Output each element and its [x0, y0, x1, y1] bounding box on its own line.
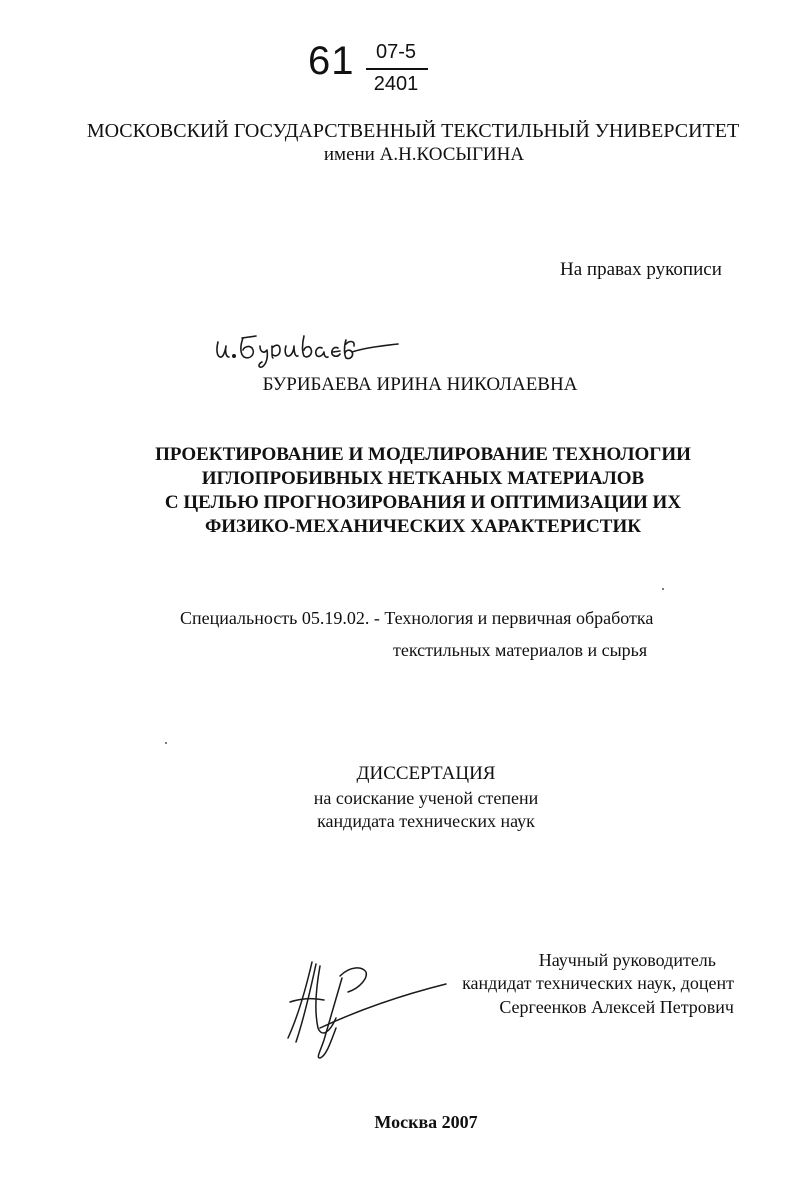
university-name: МОСКОВСКИЙ ГОСУДАРСТВЕННЫЙ ТЕКСТИЛЬНЫЙ УНИВЕРСИТЕТ [86, 120, 740, 142]
scan-speck [165, 742, 167, 744]
stamp-main-number: 61 [308, 39, 355, 83]
dissertation-degree-line: на соискание ученой степени [313, 788, 539, 808]
author-name: БУРИБАЕВА ИРИНА НИКОЛАЕВНА [262, 374, 578, 395]
stamp-fraction-top: 07-5 [375, 41, 417, 63]
manuscript-rights-note: На правах рукописи [560, 259, 722, 280]
stamp-fraction-bar [366, 68, 428, 70]
dissertation-heading: ДИССЕРТАЦИЯ [356, 763, 496, 784]
speciality-line-2: текстильных материалов и сырья [393, 640, 648, 660]
author-signature [212, 330, 402, 370]
supervisor-signature [280, 958, 450, 1068]
title-line: ФИЗИКО-МЕХАНИЧЕСКИХ ХАРАКТЕРИСТИК [204, 516, 642, 537]
dissertation-field-line: кандидата технических наук [317, 811, 535, 831]
scan-speck [662, 588, 664, 590]
title-line: ПРОЕКТИРОВАНИЕ И МОДЕЛИРОВАНИЕ ТЕХНОЛОГИИ [155, 444, 691, 465]
speciality-line-1: Специальность 05.19.02. - Технология и первичная обработка [180, 608, 654, 628]
city-and-year: Москва 2007 [374, 1112, 478, 1132]
title-line: ИГЛОПРОБИВНЫХ НЕТКАНЫХ МАТЕРИАЛОВ [201, 468, 645, 489]
supervisor-role: Научный руководитель [538, 950, 716, 970]
supervisor-name: Сергеенков Алексей Петрович [499, 997, 734, 1017]
title-line: С ЦЕЛЬЮ ПРОГНОЗИРОВАНИЯ И ОПТИМИЗАЦИИ ИХ [164, 492, 682, 513]
university-subtitle: имени А.Н.КОСЫГИНА [323, 144, 525, 165]
archive-stamp-number [308, 38, 448, 98]
supervisor-degree: кандидат технических наук, доцент [462, 973, 734, 993]
stamp-fraction-bottom: 2401 [373, 73, 419, 95]
